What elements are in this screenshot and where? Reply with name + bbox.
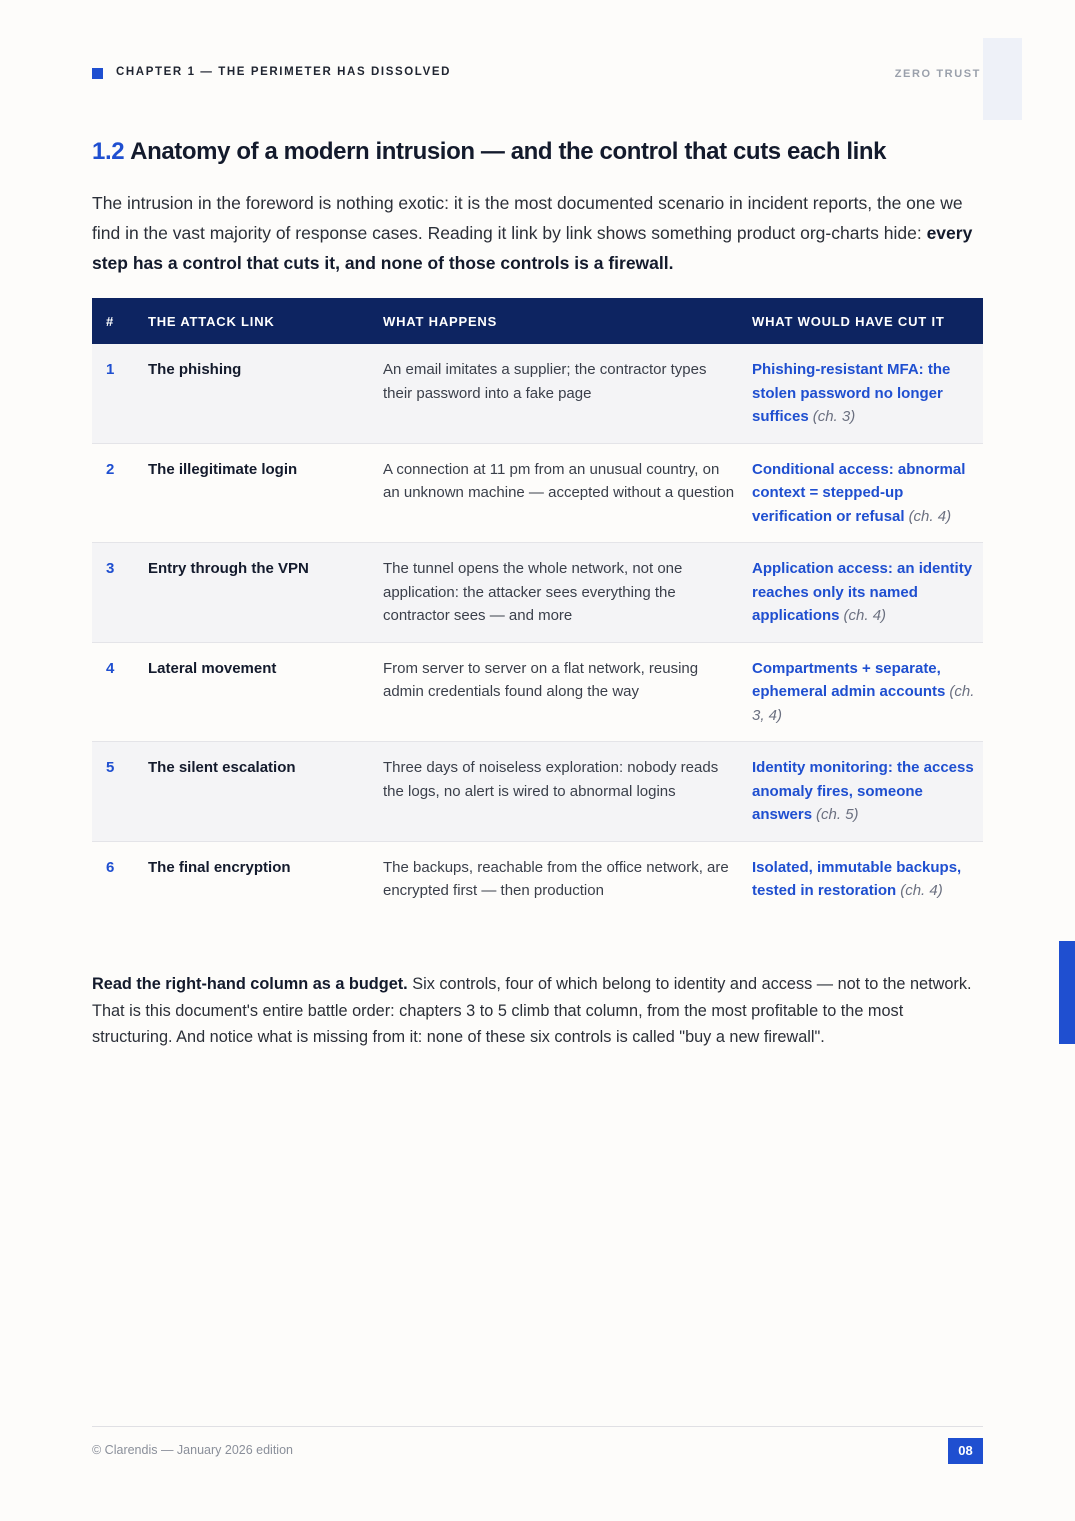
document-brand: ZERO TRUST [894,68,981,80]
control-cell [738,742,983,842]
row-number: 1 [92,344,134,443]
column-header-attack-link: THE ATTACK LINK [134,298,369,344]
chapter-reference: (ch. 4) [843,607,887,624]
attack-link: The phishing [134,344,369,443]
attack-link: The illegitimate login [134,443,369,543]
control-cell [738,642,983,742]
control-cell [738,841,983,917]
control-text: Isolated, immutable backups, tested in restoration [752,858,962,899]
control-text: Identity monitoring: the access anomaly fires, someone answers [752,759,974,823]
section-title [92,138,886,166]
row-number: 2 [92,443,134,543]
table-row [92,841,983,917]
chapter-marker [92,68,103,79]
what-happens: From server to server on a flat network, reusing admin credentials found along the way [369,642,738,742]
control-cell [738,443,983,543]
row-number: 5 [92,742,134,842]
chapter-reference: (ch. 4) [908,507,952,525]
column-header-number: # [92,298,134,344]
what-happens: Three days of noiseless exploration: nobody reads the logs, no alert is wired to abnormal logins [369,742,738,842]
budget-text: Six controls, four of which belong to identity and access — not to the network. That is this document's entire battle order: chapters 3 to 5 climb that column, from the most profitable to the most structuring. And notice what is missing from it: none of these six controls is called "buy a new firewall". [92,975,972,1046]
control-text: Phishing-resistant MFA: the stolen password no longer suffices [752,361,951,425]
chapter-reference: (ch. 3) [812,408,856,425]
intro-emphasis: every step has a control that cuts it, and none of those controls is a firewall. [92,223,973,273]
chapter-numeral-decoration [983,38,1022,120]
attack-link: Lateral movement [134,642,369,742]
page-number: 08 [948,1438,983,1464]
chapter-reference: (ch. 5) [816,806,859,823]
column-header-what-happens: WHAT HAPPENS [369,298,738,344]
attack-link: The silent escalation [134,742,369,842]
table-row [92,344,983,443]
table-row [92,543,983,643]
control-text: Conditional access: abnormal context = stepped-up verification or refusal [752,460,966,525]
control-cell [738,543,983,643]
row-number: 3 [92,543,134,643]
table-row [92,443,983,543]
row-number: 6 [92,841,134,917]
intro-text: The intrusion in the foreword is nothing exotic: it is the most documented scenario in incident reports, the one we find in the vast majority of response cases. Reading it link by link shows something product org-charts hide: [92,193,963,243]
attack-link: Entry through the VPN [134,543,369,643]
row-number: 4 [92,642,134,742]
column-header-control: WHAT WOULD HAVE CUT IT [738,298,983,344]
what-happens: An email imitates a supplier; the contractor types their password into a fake page [369,344,738,443]
table-row [92,742,983,842]
table-row [92,642,983,742]
footer-divider [92,1426,983,1427]
attack-link: The final encryption [134,841,369,917]
section-title-text: Anatomy of a modern intrusion — and the control that cuts each link [130,138,887,165]
chapter-label: CHAPTER 1 — THE PERIMETER HAS DISSOLVED [116,66,452,78]
control-cell [738,344,983,443]
attack-chain-table [92,298,983,917]
budget-lead: Read the right-hand column as a budget. [92,975,408,993]
budget-paragraph [92,971,983,1051]
control-text: Compartments + separate, ephemeral admin accounts [752,659,946,700]
intro-paragraph [92,188,983,278]
what-happens: The tunnel opens the whole network, not one application: the attacker sees everything the contractor sees — and more [369,543,738,643]
chapter-reference: (ch. 3, 4) [752,683,975,724]
what-happens: The backups, reachable from the office network, are encrypted first — then production [369,841,738,917]
footer-copyright: © Clarendis — January 2026 edition [92,1443,293,1457]
section-number: 1.2 [92,138,125,165]
chapter-reference: (ch. 4) [900,882,943,899]
chapter-side-tab [1059,941,1075,1044]
table-header-row [92,298,983,344]
what-happens: A connection at 11 pm from an unusual country, on an unknown machine — accepted without a question [369,443,738,543]
control-text: Application access: an identity reaches only its named applications [752,560,973,624]
